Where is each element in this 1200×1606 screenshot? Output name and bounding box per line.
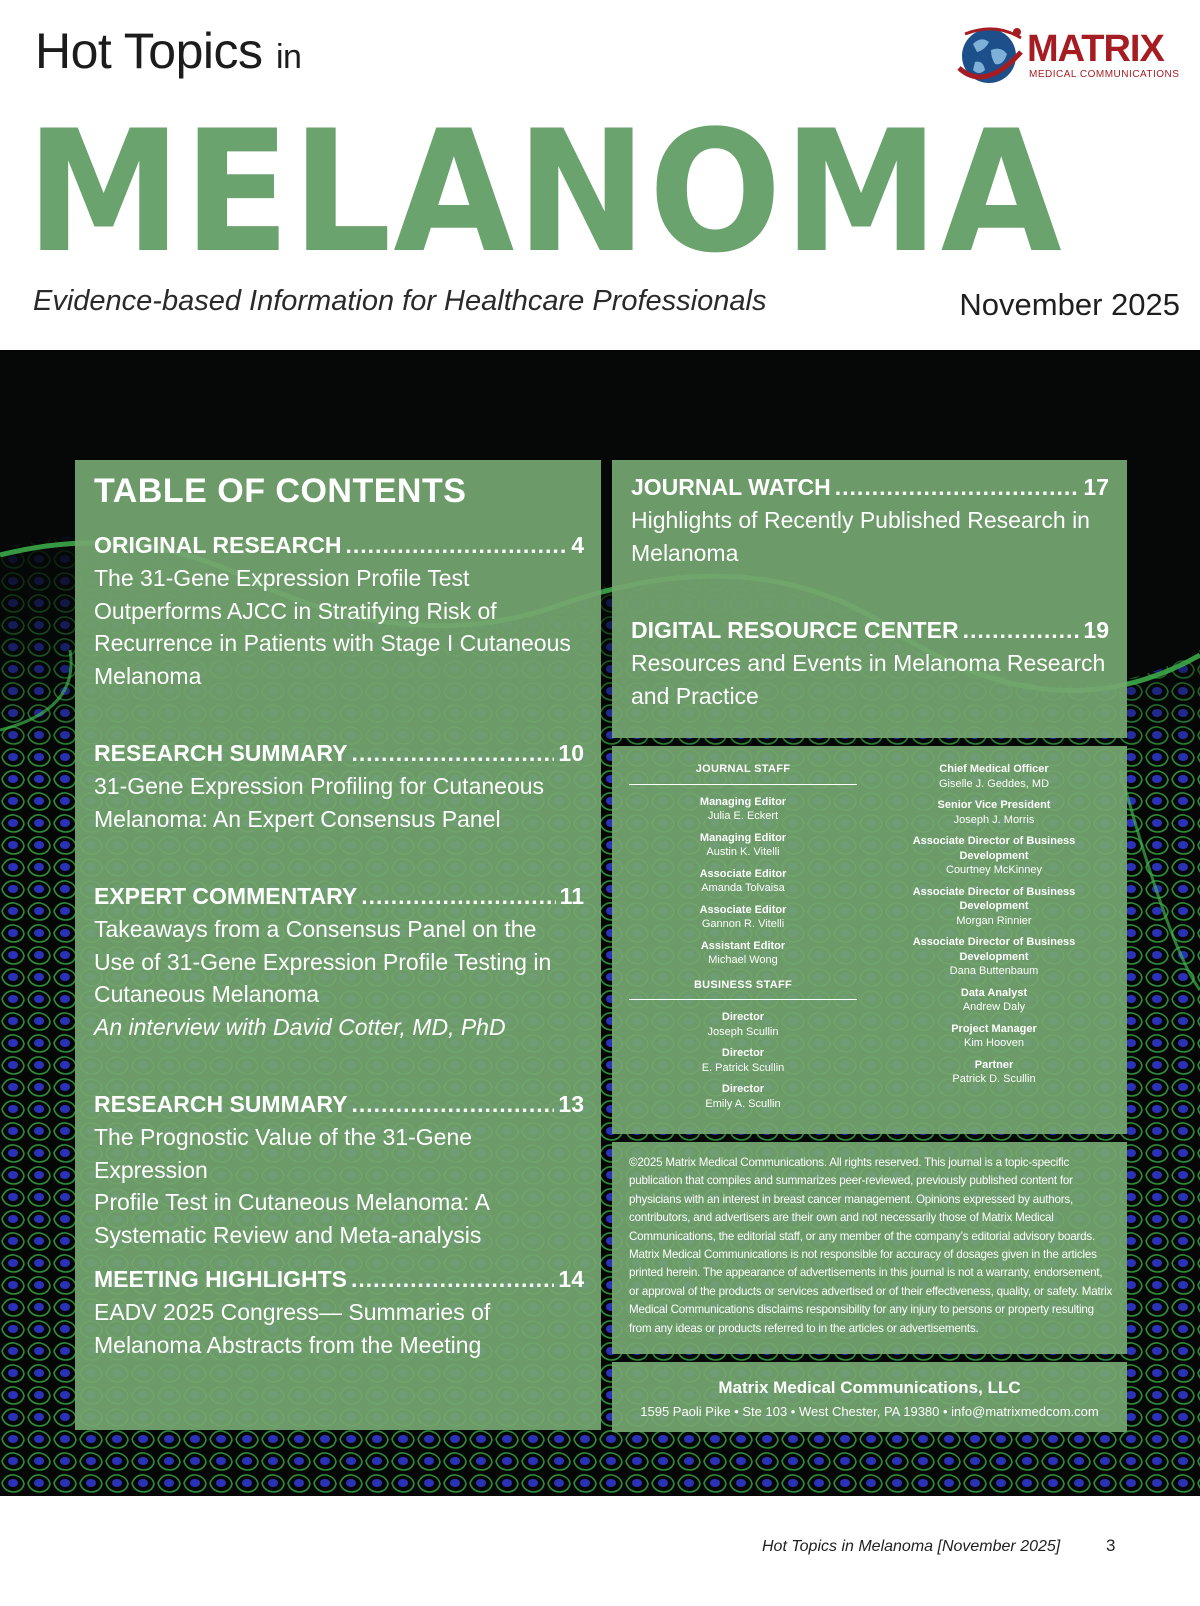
publication-title: MELANOMA xyxy=(26,94,1064,290)
toc-title: TABLE OF CONTENTS xyxy=(94,472,467,510)
toc-page-number: 19 xyxy=(1083,617,1109,643)
staff-member: Director E. Patrick Scullin xyxy=(701,1047,785,1074)
copyright-notice: ©2025 Matrix Medical Communications. All rights reserved. This journal is a topic-specific publication that compiles and summarizes peer-reviewed, previously published content for physicians with an interest in breast cancer management. Opinions expressed by authors, contributors, and advertisers are their own and not necessarily those of Matrix Medical Communications, the editorial staff, or any member of the company’s editorial advisory boards. Matrix Medical Communications is not responsible for accuracy of dosages given in the articles printed herein. The appearance of advertisements in this journal is not a warranty, endorsement, or approval of the products or services advertised or of their effectiveness, quality, or safety. Matrix Medical Communications disclaims responsibility for any injury to persons or property resulting from any ideas or products referred to in the articles or advertisements. xyxy=(629,1156,1113,1335)
leader-dots xyxy=(361,883,555,910)
toc-description-line: 31-Gene Expression Profiling for Cutaneous xyxy=(94,773,545,799)
toc-description-line: Systematic Review and Meta-analysis xyxy=(94,1221,482,1248)
toc-page-number: 10 xyxy=(558,740,584,766)
leader-dots xyxy=(346,532,568,559)
toc-entry[interactable] xyxy=(94,883,584,1043)
staff-column-left xyxy=(629,762,857,1118)
publisher-name: Matrix Medical Communications, LLC xyxy=(718,1378,1021,1397)
business-staff-heading: BUSINESS STAFF xyxy=(693,978,793,991)
toc-page-number: 13 xyxy=(558,1091,584,1117)
leader-dots xyxy=(835,474,1080,501)
staff-member: Managing Editor Julia E. Eckert xyxy=(699,795,787,822)
logo-wordmark: MATRIX xyxy=(1027,28,1164,70)
toc-description-line: Profile Test in Cutaneous Melanoma: A xyxy=(94,1189,490,1215)
staff-member: Associate Editor Amanda Tolvaisa xyxy=(699,867,787,894)
divider xyxy=(629,784,857,785)
toc-entry[interactable] xyxy=(631,617,1109,712)
leader-dots xyxy=(351,740,554,767)
staff-member: Director Joseph Scullin xyxy=(707,1011,779,1038)
page-number: 3 xyxy=(1106,1536,1116,1555)
in-word: in xyxy=(275,38,302,76)
toc-section-label: DIGITAL RESOURCE CENTER xyxy=(631,617,959,643)
staff-member: Associate Editor Gannon R. Vitelli xyxy=(699,903,787,930)
toc-entry[interactable] xyxy=(94,532,584,692)
toc-section-label: MEETING HIGHLIGHTS xyxy=(94,1266,347,1292)
toc-description-line: The Prognostic Value of the 31-Gene Expression xyxy=(94,1124,473,1183)
toc-description-line: Takeaways from a Consensus Panel on the xyxy=(94,916,537,942)
running-footer-title: Hot Topics in Melanoma [November 2025] xyxy=(762,1538,1061,1555)
masthead-panel xyxy=(612,746,1127,1134)
toc-continued-panel xyxy=(612,460,1127,738)
hot-topics-heading xyxy=(35,22,301,80)
toc-section-label: JOURNAL WATCH xyxy=(631,474,831,500)
toc-section-label: ORIGINAL RESEARCH xyxy=(94,532,342,558)
toc-description-line: Melanoma: An Expert Consensus Panel xyxy=(94,805,501,832)
publisher-address: 1595 Paoli Pike • Ste 103 • West Chester, PA 19380 • info@matrixmedcom.com xyxy=(640,1404,1099,1419)
toc-section-label: RESEARCH SUMMARY xyxy=(94,1091,348,1117)
journal-staff-heading: JOURNAL STAFF xyxy=(695,763,791,775)
toc-page-number: 14 xyxy=(558,1266,584,1292)
staff-member: Director Emily A. Scullin xyxy=(705,1083,781,1110)
toc-description-line: Outperforms AJCC in Stratifying Risk of xyxy=(94,597,497,624)
staff-member: Assistant Editor Michael Wong xyxy=(700,939,786,966)
toc-section-label: RESEARCH SUMMARY xyxy=(94,740,348,766)
staff-member: Senior Vice President Joseph J. Morris xyxy=(937,799,1051,826)
issue-date: November 2025 xyxy=(959,287,1180,322)
toc-entry[interactable] xyxy=(631,474,1109,569)
publisher-panel xyxy=(612,1362,1127,1432)
leader-dots xyxy=(963,617,1080,644)
staff-column-right xyxy=(878,762,1110,1094)
toc-description-line: The 31-Gene Expression Profile Test xyxy=(94,565,470,591)
tagline: Evidence-based Information for Healthcare Professionals xyxy=(33,285,767,317)
toc-description-line: EADV 2025 Congress— Summaries of xyxy=(94,1299,491,1325)
toc-description-line: Resources and Events in Melanoma Research xyxy=(631,650,1106,676)
globe-icon xyxy=(955,22,1027,86)
hot-topics-text: Hot Topics xyxy=(35,23,263,79)
staff-member: Managing Editor Austin K. Vitelli xyxy=(699,831,787,858)
staff-member: Associate Director of Business Development Morgan Rinnier xyxy=(912,885,1076,927)
toc-interview-credit: An interview with David Cotter, MD, PhD xyxy=(94,1013,506,1040)
leader-dots xyxy=(351,1266,554,1293)
toc-page-number: 4 xyxy=(571,532,584,558)
staff-member: Data Analyst Andrew Daly xyxy=(960,986,1028,1013)
staff-member: Project Manager Kim Hooven xyxy=(951,1022,1037,1049)
toc-description-line: and Practice xyxy=(631,682,759,709)
toc-entry[interactable] xyxy=(94,1266,584,1361)
toc-entry[interactable] xyxy=(94,740,584,835)
staff-member: Associate Director of Business Development Courtney McKinney xyxy=(912,835,1076,876)
toc-entry[interactable] xyxy=(94,1091,584,1251)
leader-dots xyxy=(351,1091,554,1118)
table-of-contents-panel xyxy=(75,460,601,1430)
toc-section-label: EXPERT COMMENTARY xyxy=(94,883,358,909)
toc-page-number: 17 xyxy=(1083,474,1109,500)
staff-member: Partner Patrick D. Scullin xyxy=(952,1058,1036,1085)
toc-page-number: 11 xyxy=(559,883,584,909)
toc-description-line: Recurrence in Patients with Stage I Cutaneous xyxy=(94,630,571,656)
matrix-logo xyxy=(955,18,1185,88)
toc-description-line: Melanoma Abstracts from the Meeting xyxy=(94,1331,482,1358)
toc-description-line: Cutaneous Melanoma xyxy=(94,981,320,1007)
divider xyxy=(629,999,857,1000)
toc-description-line: Use of 31-Gene Expression Profile Testing in xyxy=(94,948,552,975)
logo-subtitle: MEDICAL COMMUNICATIONS xyxy=(1029,69,1180,80)
staff-member: Associate Director of Business Development Dana Buttenbaum xyxy=(912,936,1076,977)
staff-member: Chief Medical Officer Giselle J. Geddes, MD xyxy=(938,763,1050,790)
toc-description-line: Melanoma xyxy=(94,662,202,689)
toc-description-line: Melanoma xyxy=(631,539,739,566)
copyright-panel xyxy=(612,1142,1127,1354)
toc-description-line: Highlights of Recently Published Research in xyxy=(631,507,1090,533)
